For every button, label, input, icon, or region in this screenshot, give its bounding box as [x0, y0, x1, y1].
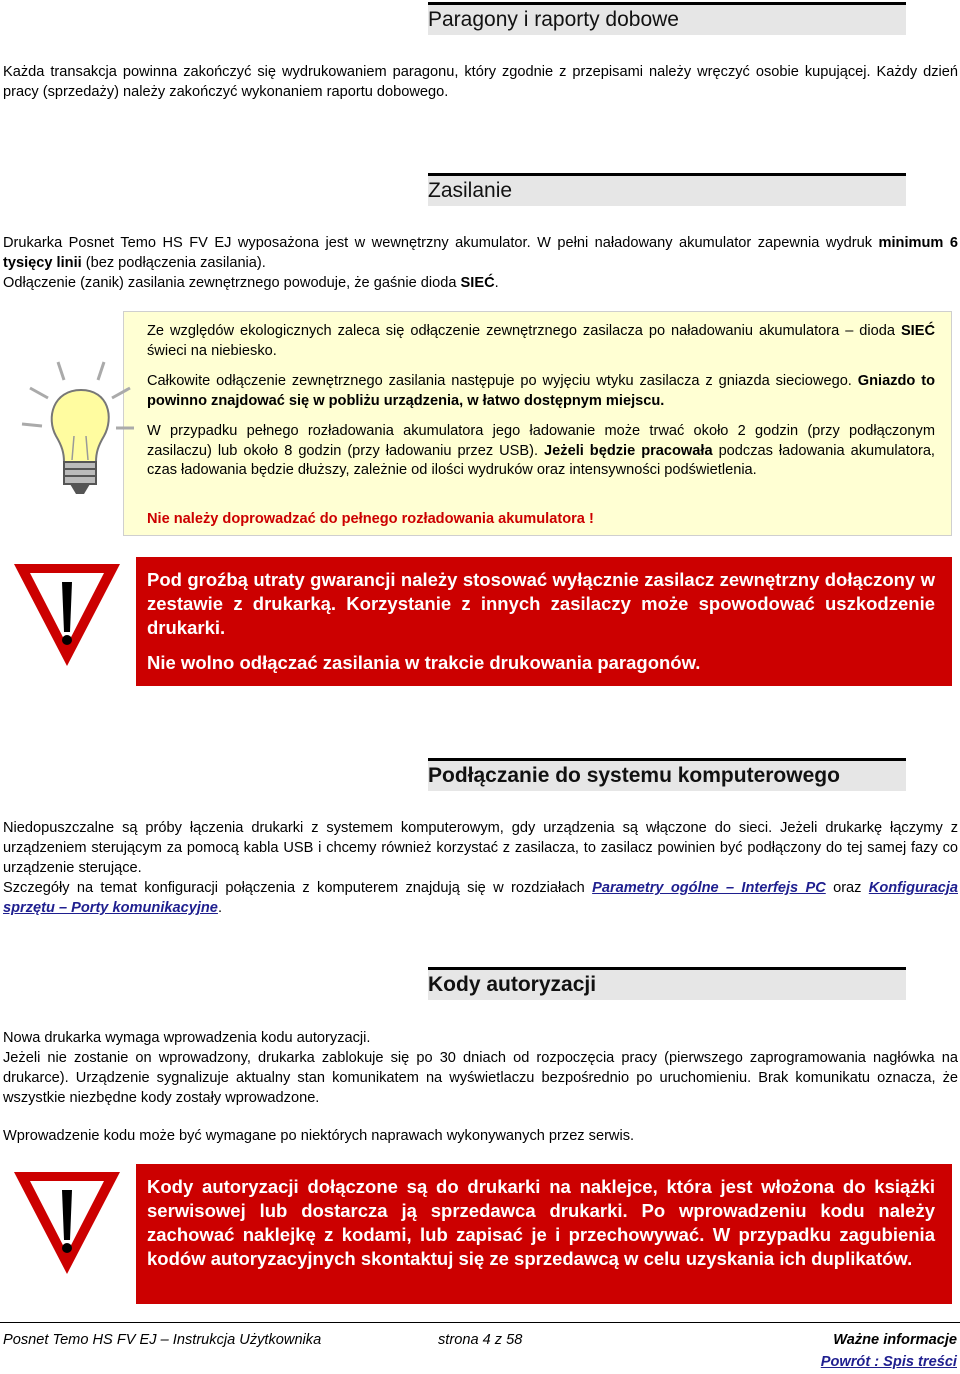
paragraph: [3, 1126, 958, 1146]
link-porty-komunikacyjne[interactable]: Konfiguracja sprzętu – Porty komunikacyjne: [3, 880, 958, 916]
link-interfejs-pc[interactable]: Parametry ogólne – Interfejs PC: [592, 880, 826, 896]
paragraph-text: Jeżeli nie zostanie on wprowadzony, drukarka zablokuje się po 30 dniach od rozpoczęcia pracy (pierwszego zaprogramowania nagłówka na drukarce). Urządzenie sygnalizuje aktualny stan komunikatem na wyświetlaczu bezpośrednio po uruchomieniu. Brak komunikatu oznacza, że wszystkie niezbędne kody zostały wprowadzone.: [3, 1050, 958, 1106]
text-span: podczas ładowania akumulatora, czas ładowania będzie dłuższy, zależnie od ilości wydruków oraz intensywności podświetlenia.: [147, 442, 935, 478]
text-span: Odłączenie (zanik) zasilania zewnętrznego powoduje, że gaśnie dioda: [3, 275, 461, 291]
emphasis: Nie należy doprowadzać do pełnego rozładowania akumulatora !: [147, 511, 594, 527]
footer-section-name: Ważne informacje: [833, 1332, 957, 1348]
emphasis: SIEĆ: [900, 323, 935, 339]
paragraph: [3, 233, 958, 293]
section-header: [428, 758, 906, 791]
paragraph-text: [3, 233, 958, 273]
section-title: Podłączanie do systemu komputerowego: [428, 764, 840, 787]
text-span: świeci na niebiesko.: [147, 342, 277, 359]
section-header: [428, 173, 906, 206]
section-header: [428, 2, 906, 35]
paragraph-text: Niedopuszczalne są próby łączenia drukarki z systemem komputerowym, gdy urządzenia są włączone do sieci. Jeżeli drukarkę łączymy z urządzeniem sterującym za pomocą kabla USB i chcemy również korzystać z zasilacza, to zasilacz powinien być podłączony do tej samej fazy co urządzenie sterujące.: [3, 820, 958, 876]
toc-link[interactable]: Powrót : Spis treści: [820, 1354, 957, 1370]
section-title: Kody autoryzacji: [428, 973, 597, 996]
emphasis: minimum 6 tysięcy linii: [3, 235, 958, 271]
section-title: Zasilanie: [428, 179, 513, 202]
text-span: Drukarka Posnet Temo HS FV EJ wyposażona jest w wewnętrzny akumulator. W pełni naładowany akumulator zapewnia wydruk: [3, 235, 879, 251]
emphasis: Gniazdo to powinno znajdować się w pobliżu urządzenia, w łatwo dostępnym miejscu.: [147, 373, 935, 409]
text-span: (bez podłączenia zasilania).: [81, 255, 266, 271]
info-text: [147, 510, 935, 530]
footer-page-number: strona 4 z 58: [438, 1332, 523, 1348]
section-title: Paragony i raporty dobowe: [428, 8, 679, 31]
info-text: [147, 372, 935, 411]
text-span: .: [217, 900, 222, 916]
text-span: Szczegóły na temat konfiguracji połączenia z komputerem znajdują się w rozdziałach: [3, 880, 593, 896]
section-header: [428, 967, 906, 1000]
paragraph: [3, 818, 958, 918]
paragraph-text: Wprowadzenie kodu może być wymagane po niektórych naprawach wykonywanych przez serwis.: [3, 1128, 635, 1144]
text-span: W przypadku pełnego rozładowania akumulatora jego ładowanie może trwać około 2 godzin (przy podłączonym zasilaczu) lub około 8 godzin (przy ładowaniu przez USB).: [147, 423, 935, 459]
paragraph-text: Każda transakcja powinna zakończyć się wydrukowaniem paragonu, który zgodnie z przepisami należy wręczyć osobie kupującej. Każdy dzień pracy (sprzedaży) należy zakończyć wykonaniem raportu dobowego.: [3, 64, 958, 100]
emphasis: SIEĆ: [460, 275, 495, 291]
emphasis: Jeżeli będzie pracowała: [544, 442, 713, 459]
text-span: Ze względów ekologicznych zaleca się odłączenie zewnętrznego zasilacza po naładowaniu akumulatora – dioda: [147, 323, 901, 339]
text-span: .: [494, 275, 499, 291]
info-text: [147, 422, 935, 481]
text-span: oraz: [825, 880, 869, 896]
warning-text: Pod groźbą utraty gwarancji należy stosować wyłącznie zasilacz zewnętrzny dołączony w zestawie z drukarką. Korzystanie z innych zasilaczy może spowodować uszkodzenie drukarki.: [147, 569, 935, 638]
lightbulb-icon: [18, 358, 136, 508]
warning-text: Kody autoryzacji dołączone są do drukarki na naklejce, która jest włożona do książki serwisowej lub dostarcza ją sprzedawca drukarki. Po wprowadzeniu kodu należy zachować naklejkę z kodami, lub zapisać je i przechowywać. W przypadku zagubienia kodów autoryzacyjnych skontaktuj się ze sprzedawcą w celu uzyskania ich duplikatów.: [147, 1176, 935, 1269]
paragraph-text: Nowa drukarka wymaga wprowadzenia kodu autoryzacji.: [3, 1030, 371, 1046]
paragraph-text: [3, 878, 958, 918]
paragraph: [3, 62, 958, 102]
footer-doc-title: Posnet Temo HS FV EJ – Instrukcja Użytkownika: [3, 1332, 322, 1348]
paragraph: [3, 1028, 958, 1108]
warning-text: Nie wolno odłączać zasilania w trakcie drukowania paragonów.: [147, 652, 701, 673]
footer: [0, 1322, 960, 1370]
info-text: [147, 322, 935, 361]
warning-triangle-icon: [12, 1168, 122, 1278]
text-span: Całkowite odłączenie zewnętrznego zasilania następuje po wyjęciu wtyku zasilacza z gniazda sieciowego.: [147, 373, 858, 389]
paragraph-text: [3, 273, 958, 293]
warning-triangle-icon: [12, 560, 122, 670]
